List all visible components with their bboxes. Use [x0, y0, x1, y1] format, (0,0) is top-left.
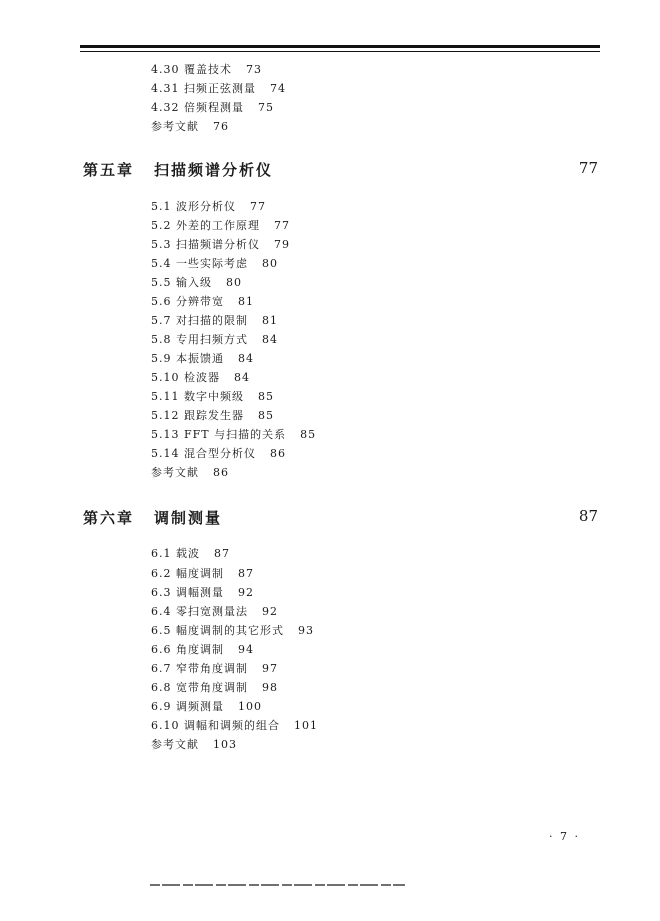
toc-entry: [151, 567, 254, 581]
toc-entry-page: 81: [262, 314, 278, 327]
toc-entry: [151, 624, 314, 638]
toc-entry-page: 80: [226, 276, 242, 289]
toc-entry-page: 80: [262, 257, 278, 270]
toc-entry-label: 5.3 扫描频谱分析仪: [151, 238, 260, 251]
toc-entry: [151, 428, 316, 442]
chapter-title: 调制测量: [154, 509, 223, 527]
toc-entry-label: 5.1 波形分析仪: [151, 200, 236, 213]
toc-entry-page: 87: [238, 567, 254, 580]
toc-entry: [151, 200, 266, 214]
toc-entry-label: 参考文献: [151, 120, 199, 133]
toc-entry-page: 76: [213, 120, 229, 133]
toc-entry-label: 5.10 检波器: [151, 371, 220, 384]
page-number: · 7 ·: [549, 830, 580, 843]
chapter-title: 扫描频谱分析仪: [154, 161, 274, 179]
toc-entry: [151, 82, 286, 96]
toc-entry: [151, 390, 274, 404]
toc-entry-page: 101: [294, 719, 318, 732]
toc-entry: [151, 719, 318, 733]
toc-entry-label: 6.5 幅度调制的其它形式: [151, 624, 284, 637]
toc-entry-page: 86: [270, 447, 286, 460]
toc-entry-label: 5.13 FFT 与扫描的关系: [151, 428, 287, 441]
chapter-page: 87: [578, 507, 598, 525]
toc-entry-label: 6.3 调幅测量: [151, 586, 224, 599]
toc-entry-label: 6.6 角度调制: [151, 643, 224, 656]
toc-entry-page: 100: [238, 700, 262, 713]
toc-entry: [151, 409, 274, 423]
toc-entry-page: 86: [213, 466, 229, 479]
toc-entry-page: 77: [274, 219, 290, 232]
toc-entry: [151, 662, 278, 676]
toc-entry: [151, 643, 254, 657]
toc-entry: [151, 120, 229, 134]
toc-entry-page: 98: [262, 681, 278, 694]
toc-entry: [151, 738, 237, 752]
toc-entry: [151, 447, 286, 461]
toc-entry: [151, 681, 278, 695]
toc-entry-page: 84: [238, 352, 254, 365]
toc-entry-page: 87: [214, 547, 230, 560]
toc-entry-page: 81: [238, 295, 254, 308]
toc-entry: [151, 466, 229, 480]
chapter-page: 77: [578, 159, 598, 177]
toc-entry-label: 6.9 调频测量: [151, 700, 224, 713]
toc-entry-label: 5.2 外差的工作原理: [151, 219, 260, 232]
toc-entry-page: 79: [274, 238, 290, 251]
toc-entry-page: 85: [258, 390, 274, 403]
toc-entry-page: 85: [300, 428, 317, 441]
toc-entry: [151, 257, 278, 271]
toc-entry-label: 5.11 数字中频级: [151, 390, 244, 403]
toc-entry-label: 5.4 一些实际考虑: [151, 257, 248, 270]
toc-entry-page: 77: [250, 200, 266, 213]
toc-entry: [151, 295, 254, 309]
toc-entry: [151, 314, 278, 328]
toc-entry-page: 92: [238, 586, 254, 599]
toc-entry-page: 73: [246, 63, 262, 76]
toc-entry-label: 5.5 输入级: [151, 276, 212, 289]
toc-entry-page: 85: [258, 409, 274, 422]
chapter-number: 第五章: [83, 161, 135, 179]
toc-entry: [151, 101, 274, 115]
toc-entry-label: 5.14 混合型分析仪: [151, 447, 256, 460]
toc-entry-page: 84: [262, 333, 278, 346]
toc-entry-page: 94: [238, 643, 254, 656]
toc-entry-label: 参考文献: [151, 738, 199, 751]
toc-entry-label: 6.10 调幅和调频的组合: [151, 719, 280, 732]
toc-entry-label: 6.7 窄带角度调制: [151, 662, 248, 675]
toc-entry-label: 参考文献: [151, 466, 199, 479]
toc-entry-label: 5.7 对扫描的限制: [151, 314, 248, 327]
toc-entry-page: 97: [262, 662, 278, 675]
toc-entry: [151, 605, 278, 619]
toc-entry-label: 4.30 覆盖技术: [151, 63, 232, 76]
toc-entry-page: 75: [258, 101, 274, 114]
toc-entry-page: 92: [262, 605, 278, 618]
toc-entry-label: 5.9 本振馈通: [151, 352, 224, 365]
toc-entry-label: 6.4 零扫宽测量法: [151, 605, 248, 618]
toc-entry-label: 6.8 宽带角度调制: [151, 681, 248, 694]
toc-entry: [151, 219, 290, 233]
header-rule-thick: [80, 45, 600, 48]
toc-entry: [151, 276, 242, 290]
toc-entry-page: 74: [270, 82, 286, 95]
chapter-number: 第六章: [83, 509, 135, 527]
toc-entry-label: 5.12 跟踪发生器: [151, 409, 244, 422]
footer-rule: [150, 884, 405, 886]
toc-entry-label: 4.32 倍频程测量: [151, 101, 244, 114]
toc-entry: [151, 333, 278, 347]
toc-entry-label: 6.2 幅度调制: [151, 567, 224, 580]
toc-entry: [151, 700, 262, 714]
toc-entry: [151, 238, 290, 252]
chapter-heading: [83, 507, 222, 528]
toc-entry-page: 103: [213, 738, 237, 751]
toc-entry: [151, 352, 254, 366]
toc-entry-label: 5.8 专用扫频方式: [151, 333, 248, 346]
header-rule-thin: [80, 51, 600, 52]
toc-entry: [151, 547, 230, 561]
toc-entry-page: 84: [234, 371, 250, 384]
toc-entry: [151, 371, 250, 385]
toc-entry: [151, 586, 254, 600]
toc-entry: [151, 63, 262, 77]
toc-entry-label: 5.6 分辨带宽: [151, 295, 224, 308]
chapter-heading: [83, 159, 273, 180]
toc-entry-page: 93: [298, 624, 314, 637]
toc-entry-label: 6.1 载波: [151, 547, 200, 560]
toc-entry-label: 4.31 扫频正弦测量: [151, 82, 256, 95]
